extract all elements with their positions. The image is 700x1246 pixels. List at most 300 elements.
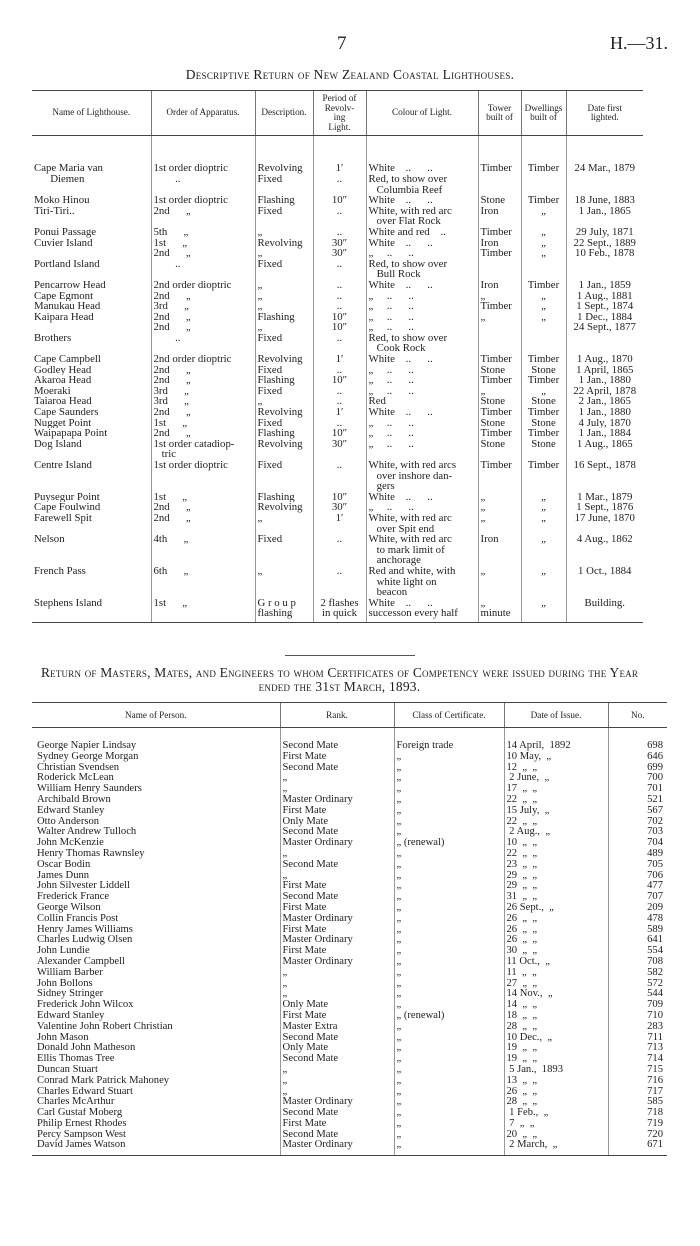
table-cell: John Silvester Liddell bbox=[37, 881, 130, 892]
table-row bbox=[32, 354, 643, 365]
table-cell: John Lundie bbox=[37, 946, 90, 957]
table-cell: Moko Hinou bbox=[34, 195, 90, 206]
table-cell: Flashing „ bbox=[255, 312, 313, 333]
table-cell: White and red .. bbox=[366, 227, 478, 238]
table-row bbox=[32, 534, 643, 566]
table-cell: Revolving bbox=[255, 354, 313, 365]
table-cell: 1 Jan., 1859 bbox=[566, 280, 643, 291]
table-cell: „ bbox=[521, 301, 566, 312]
table-cell: „ bbox=[394, 968, 504, 979]
table-cell: 2nd order dioptric bbox=[151, 280, 255, 291]
table-cell: „ bbox=[394, 784, 504, 795]
table-cell: 1 Mar., 1879 bbox=[566, 492, 643, 503]
table-row bbox=[32, 871, 667, 882]
table-cell: Timber bbox=[478, 460, 521, 492]
table-cell: .. bbox=[313, 280, 366, 291]
table-cell: Centre Island bbox=[34, 460, 92, 471]
table-cell: „ bbox=[255, 280, 313, 291]
table-cell: 12 „ „ bbox=[504, 763, 608, 774]
table-cell: 477 bbox=[608, 881, 667, 892]
table-cell: 30 „ „ bbox=[504, 946, 608, 957]
table-cell: „ bbox=[394, 806, 504, 817]
table-cell: .. bbox=[313, 386, 366, 397]
table-row bbox=[32, 1130, 667, 1141]
table-cell: „ minute bbox=[478, 598, 521, 623]
table-row bbox=[32, 1065, 667, 1076]
table-cell: 29 July, 1871 bbox=[566, 227, 643, 238]
table-row bbox=[32, 892, 667, 903]
lighthouse-table-title: Descriptive Return of New Zealand Coastal Lighthouses. bbox=[185, 67, 515, 82]
table-cell: First Mate bbox=[280, 752, 394, 763]
table-cell: Cape Campbell bbox=[34, 354, 101, 365]
table-row bbox=[32, 957, 667, 968]
table-cell: „ bbox=[394, 903, 504, 914]
table-cell: 10″ 10″ bbox=[313, 312, 366, 333]
table-row bbox=[32, 195, 643, 206]
table-cell: 717 bbox=[608, 1087, 667, 1098]
table-cell: 1 Jan., 1880 bbox=[566, 407, 643, 418]
table-cell: 2nd „ bbox=[151, 365, 255, 376]
table-cell: 10″ bbox=[313, 195, 366, 206]
table-cell: First Mate bbox=[280, 1011, 394, 1022]
table-cell: Revolving bbox=[255, 439, 313, 460]
table-cell: G r o u p flashing bbox=[255, 598, 313, 623]
table-cell: „ bbox=[521, 312, 566, 333]
table-cell: Iron bbox=[478, 280, 521, 291]
lighthouse-header-3: Period of Revolv- ing Light. bbox=[313, 91, 366, 136]
table-cell: White, with red arcs over inshore dan- gers bbox=[366, 460, 478, 492]
table-row bbox=[32, 881, 667, 892]
table-cell: Master Ordinary bbox=[280, 1097, 394, 1108]
table-cell: „ bbox=[255, 227, 313, 238]
table-cell: Master Ordinary bbox=[280, 914, 394, 925]
table-cell: Second Mate bbox=[280, 1108, 394, 1119]
table-cell: 1st order dioptric .. bbox=[151, 136, 255, 195]
table-cell: „ bbox=[394, 1087, 504, 1098]
table-row bbox=[32, 566, 643, 598]
table-cell: White, with red arc to mark limit of anchorage bbox=[366, 534, 478, 566]
page-number: 7 bbox=[337, 33, 347, 54]
table-cell: 14 Nov., „ bbox=[504, 989, 608, 1000]
table-cell: 709 bbox=[608, 1000, 667, 1011]
table-cell: 1 Jan., 1884 bbox=[566, 428, 643, 439]
table-cell: 24 Mar., 1879 bbox=[566, 136, 643, 195]
table-cell: „ bbox=[280, 1065, 394, 1076]
certificates-header-2: Class of Certificate. bbox=[394, 703, 504, 728]
table-row bbox=[32, 513, 643, 534]
table-cell: 2nd „ bbox=[151, 375, 255, 386]
table-row bbox=[32, 838, 667, 849]
table-cell: Revolving „ bbox=[255, 238, 313, 259]
table-cell: „ bbox=[478, 492, 521, 503]
table-cell: Timber bbox=[521, 195, 566, 206]
table-cell: „ bbox=[478, 502, 521, 513]
table-cell: Walter Andrew Tulloch bbox=[37, 827, 137, 838]
table-cell: William Henry Saunders bbox=[37, 784, 142, 795]
table-cell: Akaroa Head bbox=[34, 375, 92, 386]
table-cell: „ bbox=[280, 968, 394, 979]
certificates-table bbox=[32, 702, 667, 1156]
table-cell: Flashing bbox=[255, 375, 313, 386]
table-row bbox=[32, 925, 667, 936]
table-cell: Donald John Matheson bbox=[37, 1043, 136, 1054]
table-cell: .. bbox=[313, 291, 366, 302]
table-cell: 719 bbox=[608, 1119, 667, 1130]
table-cell: 26 „ „ bbox=[504, 935, 608, 946]
table-cell: „ bbox=[255, 513, 313, 534]
table-cell: „ bbox=[394, 860, 504, 871]
table-row bbox=[32, 935, 667, 946]
table-cell: George Wilson bbox=[37, 902, 101, 913]
table-row bbox=[32, 860, 667, 871]
certificates-header-0: Name of Person. bbox=[32, 703, 280, 728]
table-cell: Revolving bbox=[255, 502, 313, 513]
table-row bbox=[32, 407, 643, 418]
table-cell: 715 bbox=[608, 1065, 667, 1076]
table-cell: Timber bbox=[478, 227, 521, 238]
table-row bbox=[32, 428, 643, 439]
table-cell: 10″ bbox=[313, 492, 366, 503]
table-row bbox=[32, 1054, 667, 1065]
table-row bbox=[32, 598, 643, 623]
table-cell: Dog Island bbox=[34, 438, 82, 450]
table-cell: Edward Stanley bbox=[37, 805, 105, 816]
certificates-title-text: Return of Masters, Mates, and Engineers to whom Certificates of Competency were issued during the Year ended the 31st March, 1893. bbox=[40, 665, 639, 694]
table-cell: „ bbox=[521, 534, 566, 566]
table-cell: 521 bbox=[608, 795, 667, 806]
table-cell: White, with red arc over Flat Rock bbox=[366, 206, 478, 227]
table-row bbox=[32, 1000, 667, 1011]
table-cell: Sydney George Morgan bbox=[37, 751, 139, 762]
table-cell: Fixed bbox=[255, 418, 313, 429]
table-cell: 19 „ „ bbox=[504, 1043, 608, 1054]
table-cell: Christian Svendsen bbox=[37, 762, 120, 773]
table-cell: 1′ bbox=[313, 513, 366, 534]
table-cell: 704 bbox=[608, 838, 667, 849]
table-cell: „ bbox=[394, 1108, 504, 1119]
table-cell: Red, to show over Cook Rock bbox=[366, 333, 478, 354]
table-cell: 544 bbox=[608, 989, 667, 1000]
table-cell: Fixed bbox=[255, 460, 313, 492]
table-cell: 19 „ „ bbox=[504, 1054, 608, 1065]
table-cell: Kaipara Head bbox=[34, 311, 94, 323]
table-cell: 698 bbox=[608, 728, 667, 752]
table-row bbox=[32, 1043, 667, 1054]
table-cell: 7 „ „ bbox=[504, 1119, 608, 1130]
table-cell: .. bbox=[313, 206, 366, 227]
table-cell: Only Mate bbox=[280, 817, 394, 828]
table-cell: 2 Jan., 1865 bbox=[566, 396, 643, 407]
table-cell: 6th „ bbox=[151, 566, 255, 598]
table-cell: 1′ .. bbox=[313, 136, 366, 195]
table-cell: John Bollons bbox=[37, 978, 93, 989]
table-cell: „ bbox=[280, 1087, 394, 1098]
table-cell: 29 „ „ bbox=[504, 881, 608, 892]
table-cell: Timber bbox=[478, 301, 521, 312]
table-cell: „ .. .. bbox=[366, 365, 478, 376]
table-cell: Stone bbox=[521, 396, 566, 407]
table-cell: „ bbox=[394, 752, 504, 763]
table-cell: „ bbox=[394, 946, 504, 957]
table-cell: 27 „ „ bbox=[504, 979, 608, 990]
table-cell: „ bbox=[280, 1076, 394, 1087]
table-cell: Fixed bbox=[255, 333, 313, 354]
table-cell: 209 bbox=[608, 903, 667, 914]
table-cell: Timber bbox=[478, 375, 521, 386]
table-cell: „ bbox=[394, 1076, 504, 1087]
table-row bbox=[32, 849, 667, 860]
table-cell: Cuvier Island bbox=[34, 237, 93, 249]
table-cell: Timber bbox=[478, 428, 521, 439]
certificates-header-1: Rank. bbox=[280, 703, 394, 728]
table-cell: Percy Sampson West bbox=[37, 1129, 126, 1140]
table-cell: 1 Oct., 1884 bbox=[566, 566, 643, 598]
table-cell: 2 flashes in quick bbox=[313, 598, 366, 623]
table-cell: 28 „ „ bbox=[504, 1097, 608, 1108]
table-cell: Red bbox=[366, 396, 478, 407]
table-cell: David James Watson bbox=[32, 1140, 280, 1155]
table-row bbox=[32, 333, 643, 354]
table-cell: „ bbox=[280, 989, 394, 1000]
table-cell: „ bbox=[280, 849, 394, 860]
table-cell: Second Mate bbox=[280, 763, 394, 774]
table-cell: 489 bbox=[608, 849, 667, 860]
table-cell bbox=[521, 259, 566, 280]
table-cell: Manukau Head bbox=[34, 301, 101, 312]
table-cell: 26 „ „ bbox=[504, 914, 608, 925]
table-cell: 1 Jan., 1880 bbox=[566, 375, 643, 386]
table-cell: Charles McArthur bbox=[37, 1097, 115, 1108]
table-cell: 1st „ bbox=[151, 492, 255, 503]
table-cell: 1′ bbox=[313, 407, 366, 418]
table-cell: 671 bbox=[608, 1140, 667, 1155]
table-cell: Cape Saunders bbox=[34, 407, 99, 418]
table-row bbox=[32, 968, 667, 979]
table-cell: Iron Timber bbox=[478, 238, 521, 259]
table-cell: Alexander Campbell bbox=[37, 956, 125, 967]
table-cell: John Mason bbox=[37, 1032, 89, 1043]
table-cell: 1′ bbox=[313, 354, 366, 365]
table-cell: 567 bbox=[608, 806, 667, 817]
table-cell: .. bbox=[151, 333, 255, 354]
table-cell: Stone bbox=[478, 365, 521, 376]
table-cell: 705 bbox=[608, 860, 667, 871]
table-cell: Master Ordinary bbox=[280, 935, 394, 946]
table-cell: Valentine John Robert Christian bbox=[37, 1021, 173, 1032]
table-cell: Second Mate bbox=[280, 827, 394, 838]
table-cell: 22 „ „ bbox=[504, 795, 608, 806]
table-cell: Stone bbox=[521, 365, 566, 376]
table-cell: Foreign trade bbox=[394, 728, 504, 752]
table-row bbox=[32, 827, 667, 838]
table-cell: Only Mate bbox=[280, 1043, 394, 1054]
table-cell: John McKenzie bbox=[37, 838, 104, 849]
table-cell: 10 Dec., „ bbox=[504, 1033, 608, 1044]
table-cell: 10″ bbox=[313, 428, 366, 439]
table-row bbox=[32, 946, 667, 957]
table-cell: .. bbox=[313, 227, 366, 238]
table-cell: „ bbox=[394, 1000, 504, 1011]
table-cell: First Mate bbox=[280, 806, 394, 817]
table-cell: Stone bbox=[478, 418, 521, 429]
table-row bbox=[32, 817, 667, 828]
table-row bbox=[32, 439, 643, 460]
table-cell: 14 „ „ bbox=[504, 1000, 608, 1011]
table-cell: „ bbox=[394, 957, 504, 968]
table-cell: 10″ bbox=[313, 375, 366, 386]
table-cell: 714 bbox=[608, 1054, 667, 1065]
table-cell bbox=[478, 333, 521, 354]
table-cell: 585 bbox=[608, 1097, 667, 1108]
table-row bbox=[32, 1108, 667, 1119]
table-cell: Cape Foulwind bbox=[34, 502, 101, 513]
table-cell: Stone bbox=[478, 195, 521, 206]
lighthouse-header-7: Date first lighted. bbox=[566, 91, 643, 136]
table-cell: 716 bbox=[608, 1076, 667, 1087]
table-cell: Moeraki bbox=[34, 385, 71, 397]
table-cell: 283 bbox=[608, 1022, 667, 1033]
table-cell: 589 bbox=[608, 925, 667, 936]
table-cell: „ (renewal) bbox=[394, 838, 504, 849]
table-cell: Nelson bbox=[34, 534, 65, 546]
table-cell: „ bbox=[521, 386, 566, 397]
table-cell: „ bbox=[280, 871, 394, 882]
lighthouse-header-2: Description. bbox=[255, 91, 313, 136]
table-cell: Master Ordinary bbox=[280, 1140, 394, 1155]
table-row bbox=[32, 1097, 667, 1108]
table-cell: 1 Aug., 1865 bbox=[566, 439, 643, 460]
table-cell: 1 Sept., 1876 bbox=[566, 502, 643, 513]
table-cell: „ .. .. bbox=[366, 375, 478, 386]
table-cell: „ bbox=[394, 925, 504, 936]
table-cell: 30″ 30″ bbox=[313, 238, 366, 259]
table-cell: Sidney Stringer bbox=[37, 989, 104, 1000]
table-cell: 2 Aug., „ bbox=[504, 827, 608, 838]
table-row bbox=[32, 752, 667, 763]
table-cell: „ .. .. bbox=[366, 439, 478, 460]
table-cell: „ .. .. bbox=[366, 291, 478, 302]
table-cell: 1st „ 2nd „ bbox=[151, 238, 255, 259]
table-cell: 22 „ „ bbox=[504, 849, 608, 860]
table-cell: „ bbox=[521, 566, 566, 598]
table-row bbox=[32, 291, 643, 302]
table-cell: Cape Egmont bbox=[34, 290, 94, 302]
table-cell: 1st order dioptric bbox=[151, 460, 255, 492]
table-cell: Revolving bbox=[255, 407, 313, 418]
table-cell: First Mate bbox=[280, 946, 394, 957]
table-row bbox=[32, 1022, 667, 1033]
table-cell bbox=[478, 259, 521, 280]
section-divider bbox=[285, 655, 415, 656]
table-row bbox=[32, 1033, 667, 1044]
table-cell: 14 April, 1892 bbox=[504, 728, 608, 752]
table-row bbox=[32, 386, 643, 397]
table-cell: 1st „ bbox=[151, 418, 255, 429]
table-cell: „ bbox=[521, 227, 566, 238]
table-cell: Puysegur Point bbox=[34, 491, 100, 503]
table-cell: „ .. .. bbox=[366, 428, 478, 439]
table-cell: „ bbox=[521, 206, 566, 227]
table-cell: Waipapapa Point bbox=[34, 428, 108, 439]
table-cell: Stone bbox=[521, 418, 566, 429]
table-cell: 718 bbox=[608, 1108, 667, 1119]
table-cell: 11 „ „ bbox=[504, 968, 608, 979]
table-cell: Flashing bbox=[255, 195, 313, 206]
table-cell: White .. .. bbox=[366, 492, 478, 503]
table-cell: .. bbox=[151, 259, 255, 280]
table-cell: 18 „ „ bbox=[504, 1011, 608, 1022]
table-cell: First Mate bbox=[280, 881, 394, 892]
table-cell: .. bbox=[313, 460, 366, 492]
table-cell: Stephens Island bbox=[32, 598, 151, 623]
table-cell: William Barber bbox=[37, 967, 103, 978]
table-cell: Farewell Spit bbox=[34, 512, 92, 524]
table-cell: Master Extra bbox=[280, 1022, 394, 1033]
table-cell: Second Mate bbox=[280, 728, 394, 752]
lighthouse-header-5: Tower built of bbox=[478, 91, 521, 136]
table-cell: „ bbox=[255, 291, 313, 302]
table-cell: First Mate bbox=[280, 903, 394, 914]
table-cell: „ bbox=[394, 773, 504, 784]
lighthouse-header-4: Colour of Light. bbox=[366, 91, 478, 136]
lighthouse-header-1: Order of Apparatus. bbox=[151, 91, 255, 136]
table-cell: Oscar Bodin bbox=[37, 859, 91, 870]
table-cell: Iron bbox=[478, 534, 521, 566]
table-cell: „ „ bbox=[521, 238, 566, 259]
table-cell bbox=[566, 259, 643, 280]
table-row bbox=[32, 914, 667, 925]
table-cell: Stone bbox=[478, 396, 521, 407]
table-cell: 11 Oct., „ bbox=[504, 957, 608, 968]
table-cell: White .. .. bbox=[366, 407, 478, 418]
table-cell: „ .. .. bbox=[366, 418, 478, 429]
table-cell: 4 July, 1870 bbox=[566, 418, 643, 429]
certificates-table-header bbox=[32, 703, 667, 728]
table-cell: „ bbox=[394, 763, 504, 774]
table-cell: 29 „ „ bbox=[504, 871, 608, 882]
table-cell: 582 bbox=[608, 968, 667, 979]
table-cell bbox=[566, 333, 643, 354]
table-cell: White .. .. bbox=[366, 195, 478, 206]
table-cell: 706 bbox=[608, 871, 667, 882]
table-row bbox=[32, 136, 643, 195]
table-row bbox=[32, 259, 643, 280]
table-row bbox=[32, 460, 643, 492]
table-cell: Timber bbox=[521, 375, 566, 386]
table-row bbox=[32, 206, 643, 227]
table-cell: 2nd „ bbox=[151, 291, 255, 302]
table-cell: „ bbox=[394, 979, 504, 990]
table-cell: 713 bbox=[608, 1043, 667, 1054]
table-cell: 23 „ „ bbox=[504, 860, 608, 871]
table-cell: Fixed bbox=[255, 534, 313, 566]
table-cell: Otto Anderson bbox=[37, 816, 100, 827]
table-cell: Frederick France bbox=[37, 892, 110, 903]
table-cell: 1st „ bbox=[151, 598, 255, 623]
table-row bbox=[32, 1140, 667, 1155]
table-row bbox=[32, 502, 643, 513]
certificates-header-4: No. bbox=[608, 703, 667, 728]
table-cell: 646 bbox=[608, 752, 667, 763]
table-cell: „ bbox=[394, 849, 504, 860]
table-cell: „ bbox=[478, 513, 521, 534]
table-cell: 1 Jan., 1865 bbox=[566, 206, 643, 227]
table-cell: Stone bbox=[521, 439, 566, 460]
table-row bbox=[32, 1011, 667, 1022]
table-cell: 554 bbox=[608, 946, 667, 957]
table-cell: Henry Thomas Rawnsley bbox=[37, 848, 145, 859]
table-cell: „ bbox=[394, 1140, 504, 1155]
